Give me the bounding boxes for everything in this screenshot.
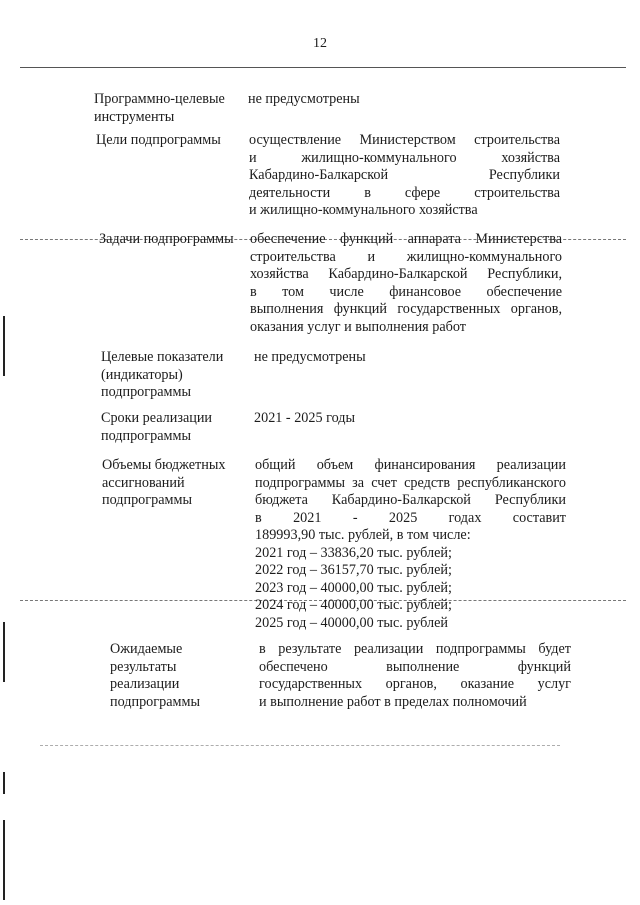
value-line: выполнения функций государственных органов,: [250, 301, 562, 317]
value-line: 2025 год – 40000,00 тыс. рублей: [255, 614, 448, 631]
row-value: [248, 91, 560, 109]
value-line: не предусмотрены: [254, 349, 366, 365]
row-value: [250, 231, 562, 336]
label-line: Сроки реализации: [101, 410, 213, 426]
label-line: реализации: [110, 676, 180, 692]
value-line: подпрограммы за счет средств республиканского: [255, 474, 566, 491]
value-line: государственных органов, оказание услуг: [259, 676, 571, 692]
value-line: и выполнение работ в пределах полномочий: [259, 693, 527, 710]
row-value: [249, 132, 560, 220]
value-line: и жилищно-коммунального хозяйства: [249, 202, 478, 218]
label-line: подпрограммы: [102, 492, 192, 508]
row-value: [254, 349, 564, 367]
scan-rule-top: [20, 67, 626, 68]
label-line: результаты: [110, 658, 177, 675]
value-line: 2024 год – 40000,00 тыс. рублей;: [255, 597, 452, 613]
label-line: Задачи подпрограммы: [99, 231, 234, 247]
value-line: в том числе финансовое обеспечение: [250, 283, 562, 300]
label-line: Программно-целевые: [94, 91, 225, 107]
scan-margin-mark: [3, 772, 5, 794]
row-value: [255, 457, 566, 632]
label-line: подпрограммы: [110, 693, 200, 710]
label-line: инструменты: [94, 108, 175, 125]
value-line: осуществление Министерством строительства: [249, 132, 560, 148]
label-line: подпрограммы: [101, 427, 191, 444]
row-label: [96, 132, 246, 150]
value-line: 2021 - 2025 годы: [254, 410, 356, 426]
row-label: [101, 410, 251, 445]
value-line: хозяйства Кабардино-Балкарской Республики,: [250, 266, 562, 282]
label-line: Цели подпрограммы: [96, 132, 221, 148]
row-label: [101, 349, 251, 402]
scan-margin-mark: [3, 622, 5, 682]
label-line: Ожидаемые: [110, 641, 183, 657]
value-line: 2023 год – 40000,00 тыс. рублей;: [255, 579, 452, 596]
label-line: Объемы бюджетных: [102, 457, 226, 473]
label-line: Целевые показатели: [101, 349, 224, 365]
row-label: [102, 457, 252, 510]
value-line: в результате реализации подпрограммы будет: [259, 641, 571, 657]
value-line: не предусмотрены: [248, 91, 360, 107]
row-value: [259, 641, 571, 711]
value-line: 189993,90 тыс. рублей, в том числе:: [255, 527, 471, 543]
label-line: подпрограммы: [101, 384, 191, 400]
value-line: общий объем финансирования реализации: [255, 457, 566, 473]
value-line: и жилищно-коммунального хозяйства: [249, 149, 560, 166]
value-line: 2022 год – 36157,70 тыс. рублей;: [255, 562, 452, 578]
scan-margin-mark: [3, 820, 5, 900]
scan-margin-mark: [3, 316, 5, 376]
value-line: строительства и жилищно-коммунального: [250, 248, 562, 265]
label-line: ассигнований: [102, 474, 185, 491]
value-line: обеспечение функций аппарата Министерства: [250, 231, 562, 247]
scan-dash-3: [40, 745, 560, 747]
label-line: (индикаторы): [101, 366, 183, 383]
value-line: обеспечено выполнение функций: [259, 658, 571, 675]
row-value: [254, 410, 564, 428]
page-number: 12: [313, 36, 327, 51]
value-line: 2021 год – 33836,20 тыс. рублей;: [255, 544, 452, 561]
row-label: [99, 231, 249, 249]
value-line: в 2021 - 2025 годах составит: [255, 509, 566, 526]
value-line: Кабардино-Балкарской Республики: [249, 167, 560, 183]
value-line: бюджета Кабардино-Балкарской Республики: [255, 492, 566, 508]
row-label: [110, 641, 250, 711]
row-label: [94, 91, 244, 126]
value-line: оказания услуг и выполнения работ: [250, 318, 466, 335]
value-line: деятельности в сфере строительства: [249, 184, 560, 201]
